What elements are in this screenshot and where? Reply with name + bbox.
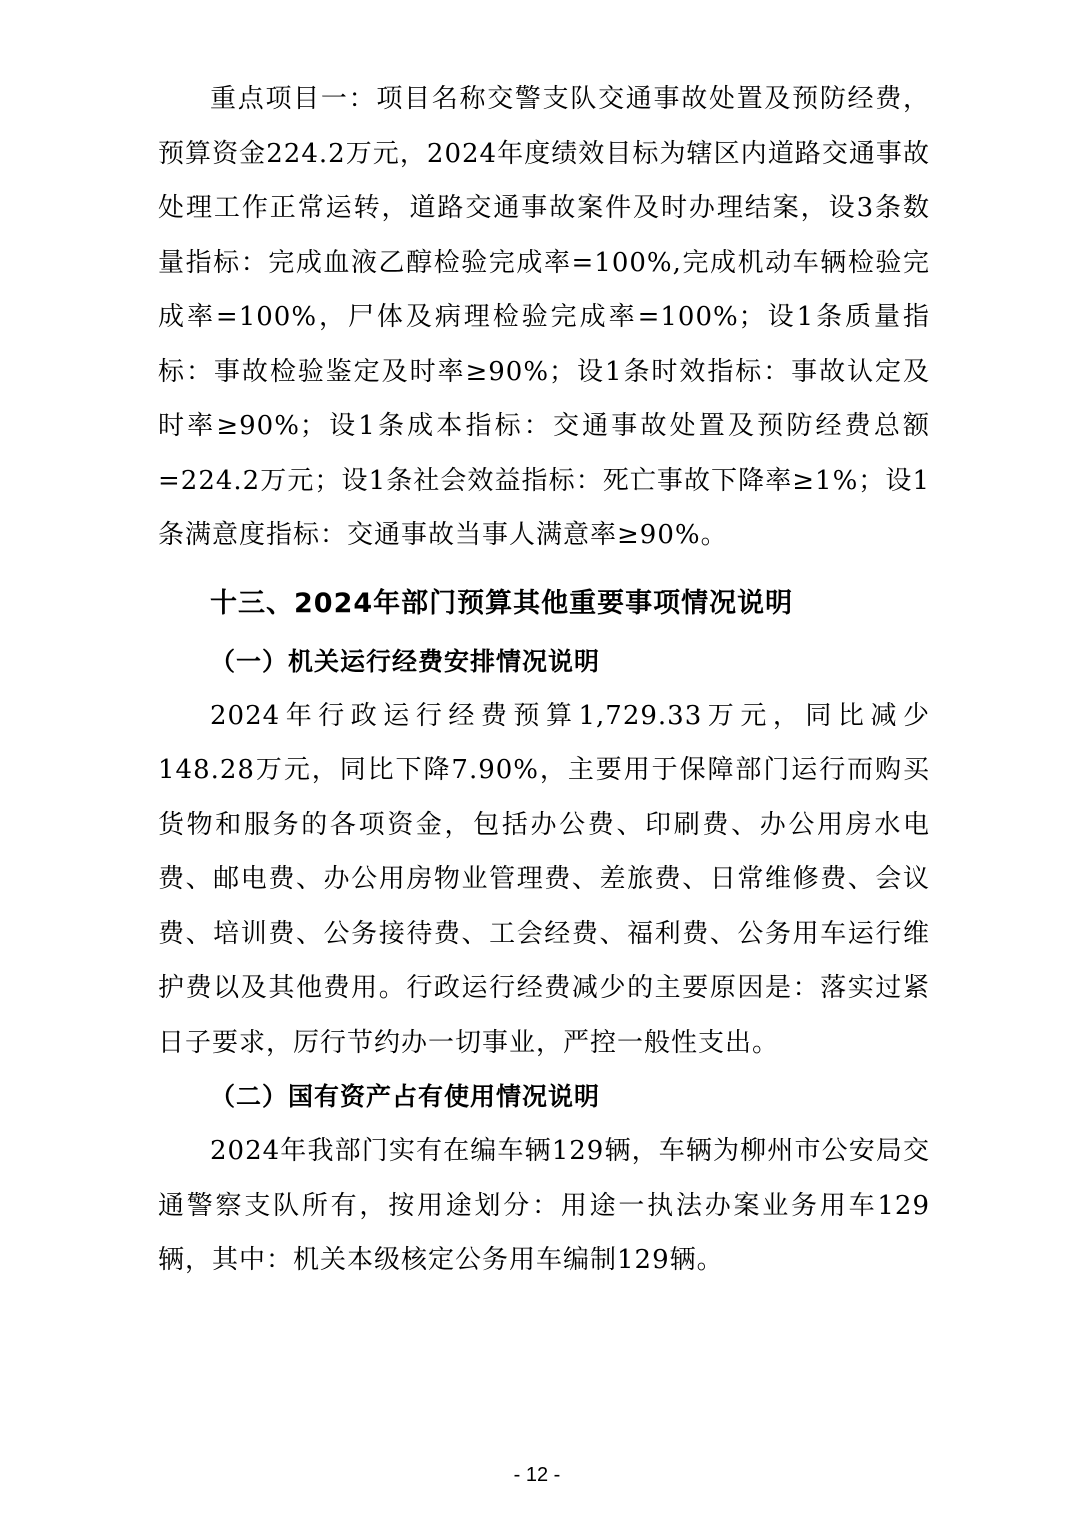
spacer [158,563,930,577]
subsection-1-paragraph: 2024年行政运行经费预算1,729.33万元，同比减少148.28万元，同比下降7.90%，主要用于保障部门运行而购买货物和服务的各项资金，包括办公费、印刷费、办公用房水电费、邮电费、办公用房物业管理费、差旅费、日常维修费、会议费、培训费、公务接待费、工会经费、福利费、公务用车运行维护费以及其他费用。行政运行经费减少的主要原因是：落实过紧日子要求，厉行节约办一切事业，严控一般性支出。 [158,700,930,1058]
page-number: - 12 - [513,1464,561,1486]
key-project-paragraph: 重点项目一：项目名称交警支队交通事故处置及预防经费，预算资金224.2万元，2024年度绩效目标为辖区内道路交通事故处理工作正常运转，道路交通事故案件及时办理结案，设3条数量指标：完成血液乙醇检验完成率=100%,完成机动车辆检验完成率=100%，尸体及病理检验完成率=100%；设1条质量指标：事故检验鉴定及时率≥90%；设1条时效指标：事故认定及时率≥90%；设1条成本指标：交通事故处置及预防经费总额=224.2万元；设1条社会效益指标：死亡事故下降率≥1%；设1条满意度指标：交通事故当事人满意率≥90%。 [158,84,930,550]
section-13-heading: 十三、2024年部门预算其他重要事项情况说明 [210,587,794,619]
document-body [158,72,930,1288]
subsection-2-paragraph: 2024年我部门实有在编车辆129辆，车辆为柳州市公安局交通警察支队所有，按用途划分：用途一执法办案业务用车129辆，其中：机关本级核定公务用车编制129辆。 [158,1136,930,1275]
subsection-1-heading: （一）机关运行经费安排情况说明 [210,646,601,676]
subsection-2-heading: （二）国有资产占有使用情况说明 [210,1082,601,1111]
